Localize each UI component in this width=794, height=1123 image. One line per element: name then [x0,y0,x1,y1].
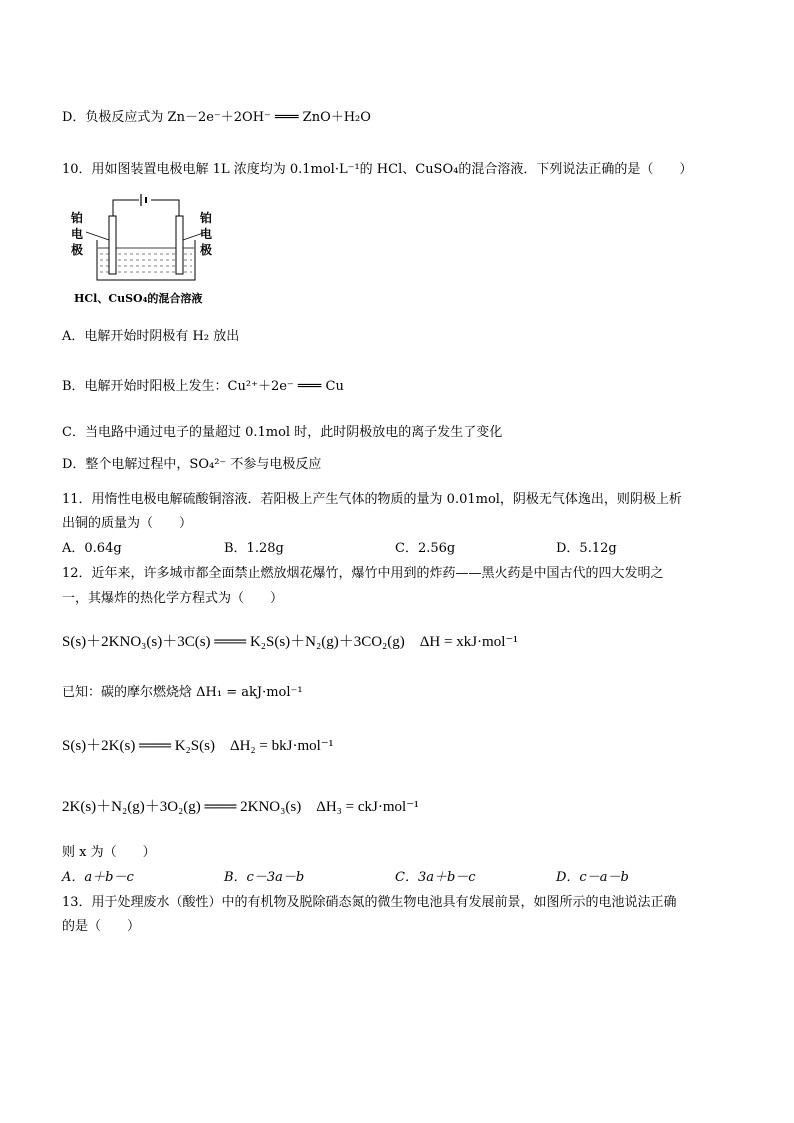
q10-option-a: A．电解开始时阴极有 H₂ 放出 [62,329,240,344]
right-electrode-label-1: 铂 [200,211,213,225]
q12-option-a: A．a＋b－c [62,870,134,885]
q12-stem-line1: 12．近年来，许多城市都全面禁止燃放烟花爆竹，爆竹中用到的炸药——黑火药是中国古代的四大发明之 [62,566,664,581]
q10-option-b: B．电解开始时阳极上发生：Cu²⁺＋2e⁻ ═══ Cu [62,379,344,394]
q11-option-a: A．0.64g [62,541,122,556]
q12-known: 已知：碳的摩尔燃烧焓 ΔH₁ = akJ·mol⁻¹ [62,685,303,700]
q12-option-d: D．c－a－b [556,870,629,885]
q11-stem-line2: 出铜的质量为（ ） [62,516,193,531]
q12-equation-2: S(s)＋2K(s) ═══ K₂S(s) ΔH₂ = bkJ·mol⁻¹ [62,738,334,754]
q12-option-b: B．c－3a－b [224,870,305,885]
right-electrode-label-3: 极 [200,243,213,257]
q13-stem-line1: 13．用于处理废水（酸性）中的有机物及脱除硝态氮的微生物电池具有发展前景，如图所示的电池说法正确 [62,895,677,910]
q10-stem: 10．用如图装置电极电解 1L 浓度均为 0.1mol·L⁻¹的 HCl、CuSO₄的混合溶液．下列说法正确的是（ ） [62,162,693,177]
q12-equation-3: 2K(s)＋N₂(g)＋3O₂(g) ═══ 2KNO₃(s) ΔH₃ = ckJ·mol⁻¹ [62,799,419,815]
q10-option-c: C．当电路中通过电子的量超过 0.1mol 时，此时阴极放电的离子发生了变化 [62,425,503,440]
q11-option-c: C．2.56g [395,541,456,556]
q12-stem-line2: 一，其爆炸的热化学方程式为（ ） [62,591,284,606]
q12-then: 则 x 为（ ） [62,845,156,860]
q12-main-equation: S(s)＋2KNO₃(s)＋3C(s) ═══ K₂S(s)＋N₂(g)＋3CO₂(g) ΔH = xkJ·mol⁻¹ [62,634,518,650]
q10-option-d: D．整个电解过程中，SO₄²⁻ 不参与电极反应 [62,457,322,472]
left-electrode-label-1: 铂 [71,211,84,225]
electrolysis-figure [66,190,236,312]
q11-option-b: B．1.28g [224,541,284,556]
left-electrode-label-3: 极 [71,243,84,257]
left-electrode-label-2: 电 [71,227,84,241]
q11-stem-line1: 11．用惰性电极电解硫酸铜溶液．若阳极上产生气体的物质的量为 0.01mol，阴极无气体逸出，则阴极上析 [62,492,682,507]
q11-option-d: D．5.12g [556,541,617,556]
q13-stem-line2: 的是（ ） [62,919,141,934]
q12-option-c: C．3a＋b－c [395,870,476,885]
right-electrode-label-2: 电 [200,227,213,241]
q9-option-d: D．负极反应式为 Zn－2e⁻＋2OH⁻ ═══ ZnO＋H₂O [62,110,371,125]
figure-caption: HCl、CuSO₄的混合溶液 [74,292,203,305]
